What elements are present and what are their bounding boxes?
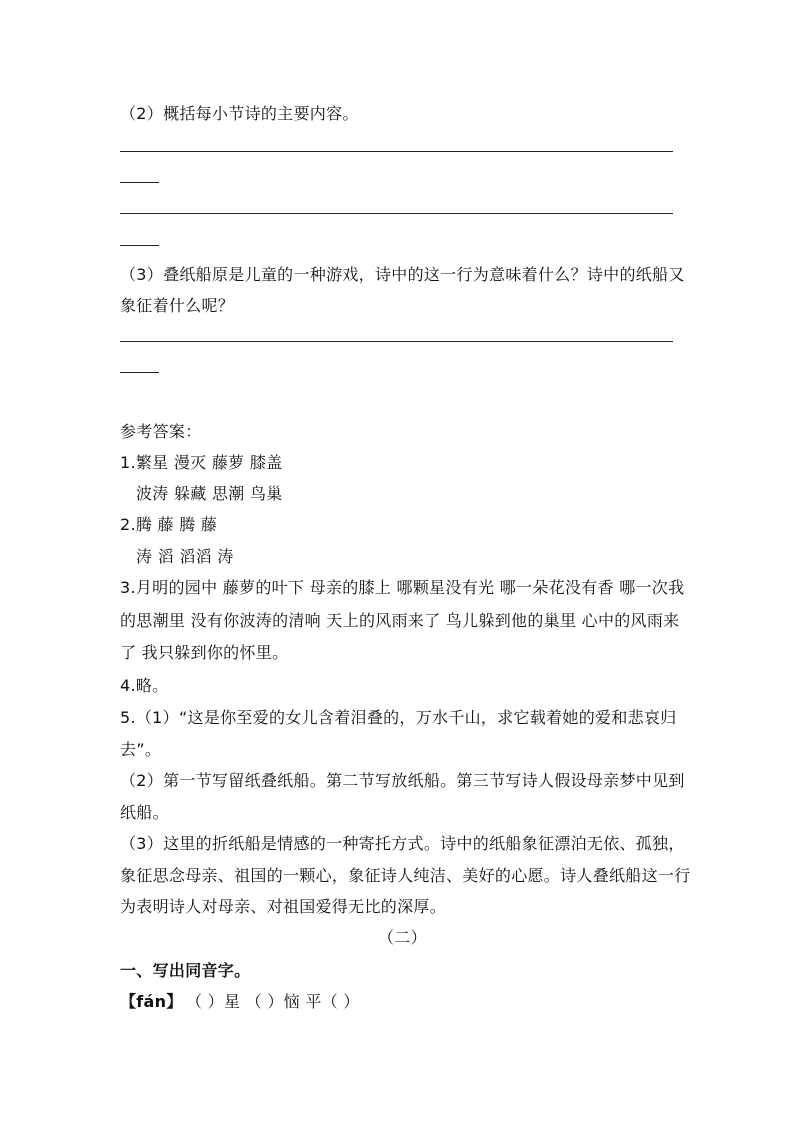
answer-5-2-line2: 纸船。 [120, 803, 169, 822]
answer-3-line3: 了 我只躲到你的怀里。 [120, 643, 289, 662]
answer-5-1-line2: 去”。 [120, 740, 162, 759]
answer-2-line2: 涛 滔 滔滔 涛 [136, 547, 234, 566]
answer-line-end [120, 372, 159, 373]
answer-1-line2: 波涛 躲藏 思潮 鸟巢 [136, 484, 283, 503]
answer-line [120, 341, 673, 342]
answer-3-line1: 3.月明的园中 藤萝的叶下 母亲的膝上 哪颗星没有光 哪一朵花没有香 哪一次我 [120, 578, 685, 597]
answer-5-3-line1: （3）这里的折纸船是情感的一种寄托方式。诗中的纸船象征漂泊无依、孤独， [120, 834, 685, 853]
answer-5-1-line1: 5.（1）“这是你至爱的女儿含着泪叠的，万水千山，求它载着她的爱和悲哀归 [120, 708, 677, 727]
answer-5-2-line1: （2）第一节写留纸叠纸船。第二节写放纸船。第三节写诗人假设母亲梦中见到 [120, 771, 685, 790]
answer-3-line2: 的思潮里 没有你波涛的清响 天上的风雨来了 鸟儿躲到他的巢里 心中的风雨来 [120, 611, 680, 630]
homophone-blanks: （ ）星 （ ）恼 平（ ） [186, 992, 360, 1011]
question-3-line1: （3）叠纸船原是儿童的一种游戏，诗中的这一行为意味着什么？诗中的纸船又 [120, 265, 685, 284]
answer-5-3-line3: 为表明诗人对母亲、对祖国爱得无比的深厚。 [120, 897, 447, 916]
section-heading: 一、写出同音字。 [120, 961, 251, 980]
answer-line-end [120, 245, 159, 246]
answer-1-line1: 1.繁星 漫灭 藤萝 膝盖 [120, 453, 283, 472]
answer-line-end [120, 182, 159, 183]
answer-5-3-line2: 象征思念母亲、祖国的一颗心，象征诗人纯洁、美好的心愿。诗人叠纸船这一行 [120, 866, 691, 885]
answer-4: 4.略。 [120, 676, 169, 695]
pinyin-label: 【fán】 [120, 992, 183, 1011]
section-title: （二） [378, 928, 427, 947]
answer-line [120, 213, 673, 214]
question-2: （2）概括每小节诗的主要内容。 [120, 104, 359, 123]
question-3-line2: 象征着什么呢？ [120, 296, 235, 315]
answers-heading: 参考答案： [120, 422, 202, 441]
answer-2-line1: 2.腾 藤 腾 藤 [120, 515, 218, 534]
answer-line [120, 151, 673, 152]
